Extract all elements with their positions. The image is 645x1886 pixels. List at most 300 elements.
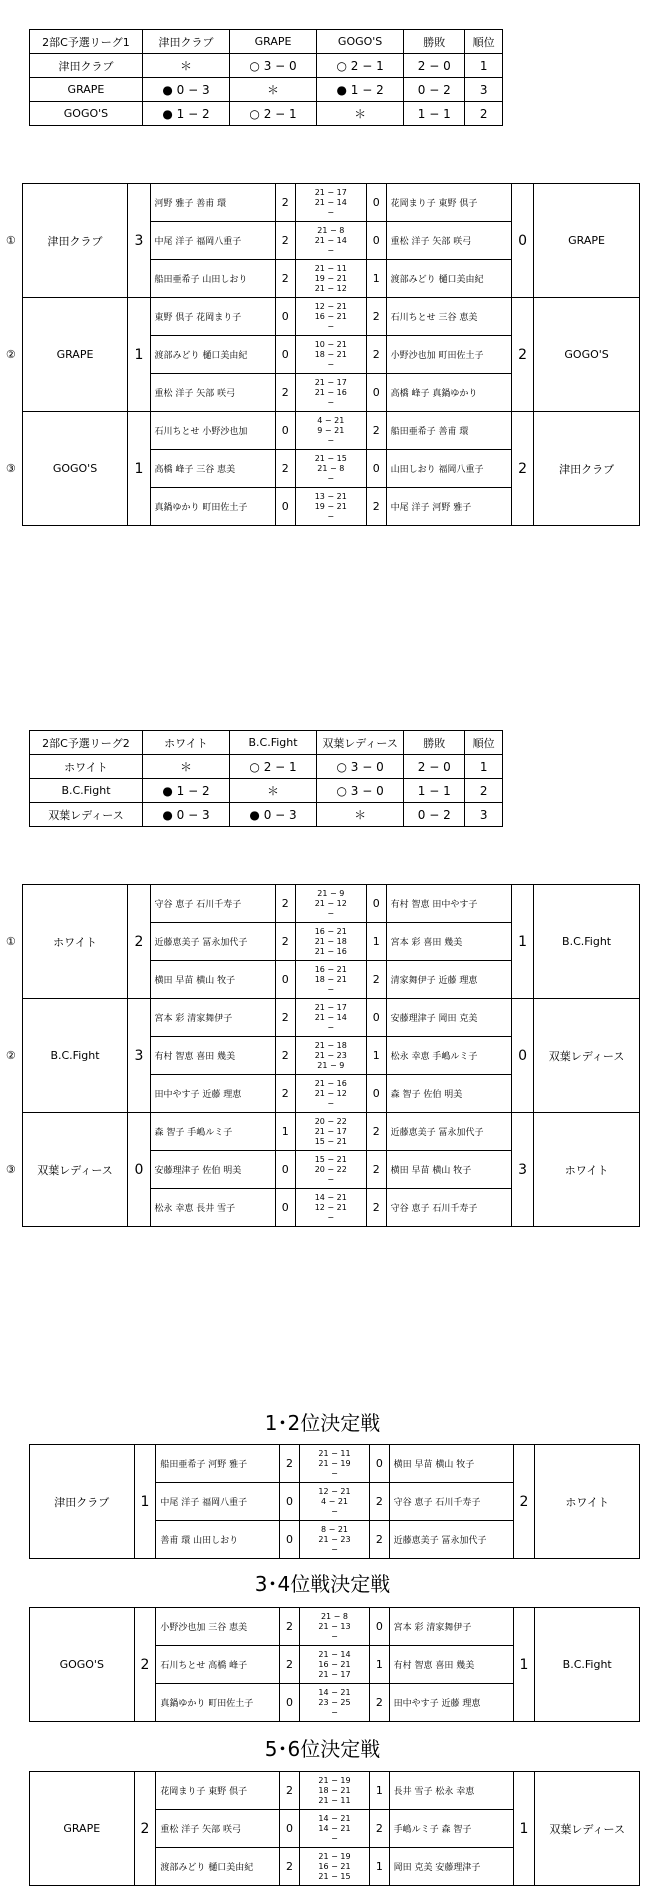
games-left: 2	[280, 1445, 299, 1483]
set-score: 21 − 23	[314, 1050, 347, 1060]
pair-left: 重松 洋子 矢部 咲弓	[150, 374, 275, 412]
games-right: 2	[366, 336, 386, 374]
team-left-name: GOGO'S	[30, 1608, 135, 1722]
set-score: 23 − 25	[318, 1697, 351, 1707]
games-left: 2	[275, 1037, 295, 1075]
pair-right: 渡部みどり 樋口美由紀	[386, 260, 511, 298]
set-scores	[295, 1151, 366, 1189]
games-right: 2	[366, 961, 386, 999]
set-scores	[295, 374, 366, 412]
set-score: −	[327, 1098, 335, 1108]
team-right-wins: 0	[512, 184, 534, 298]
set-scores	[295, 885, 366, 923]
pair-left: 東野 倶子 花岡まり子	[150, 298, 275, 336]
standings-team-name: GOGO'S	[30, 102, 143, 126]
games-right: 1	[366, 1037, 386, 1075]
set-score: 13 − 21	[314, 491, 347, 501]
pair-left: 田中やす子 近藤 理恵	[150, 1075, 275, 1113]
team-right-name: B.C.Fight	[535, 1608, 640, 1722]
team-left-name: B.C.Fight	[22, 999, 128, 1113]
games-right: 0	[366, 184, 386, 222]
standings-cell: ○ 3 − 0	[230, 54, 317, 78]
pair-left: 有村 智恵 喜田 幾美	[150, 1037, 275, 1075]
games-right: 0	[366, 885, 386, 923]
games-right: 2	[366, 488, 386, 526]
games-right: 2	[366, 298, 386, 336]
standings-col-header: 勝敗	[404, 731, 465, 755]
set-score: 21 − 14	[314, 235, 347, 245]
team-left-wins: 1	[128, 298, 150, 412]
pair-right: 岡田 克美 安藤理津子	[389, 1848, 513, 1886]
set-score: −	[327, 511, 335, 521]
standings-col-header: GOGO'S	[317, 30, 404, 54]
team-left-name: 津田クラブ	[30, 1445, 135, 1559]
games-left: 0	[275, 1151, 295, 1189]
team-right-wins: 2	[512, 298, 534, 412]
games-right: 0	[366, 450, 386, 488]
set-score: 16 − 21	[314, 311, 347, 321]
games-left: 2	[275, 222, 295, 260]
games-right: 2	[370, 1521, 389, 1559]
team-left-name: GOGO'S	[22, 412, 128, 526]
set-score: 14 − 21	[318, 1823, 351, 1833]
standings-cell: 2 − 0	[404, 755, 465, 779]
set-score: 21 − 17	[314, 1126, 347, 1136]
standings-cell: ● 1 − 2	[317, 78, 404, 102]
games-left: 2	[275, 450, 295, 488]
games-left: 0	[275, 412, 295, 450]
pair-left: 守谷 恵子 石川千寿子	[150, 885, 275, 923]
set-scores	[295, 999, 366, 1037]
pair-left: 渡部みどり 樋口美由紀	[156, 1848, 280, 1886]
team-right-wins: 3	[512, 1113, 534, 1227]
set-score: 21 − 14	[314, 1012, 347, 1022]
pair-right: 森 智子 佐伯 明美	[386, 1075, 511, 1113]
match-game-row	[30, 1772, 640, 1810]
set-score: −	[327, 908, 335, 918]
games-left: 2	[275, 923, 295, 961]
standings-col-header: 順位	[465, 30, 503, 54]
pair-left: 船田亜希子 河野 雅子	[156, 1445, 280, 1483]
match-number: ①	[0, 885, 22, 999]
set-score: 21 − 9	[317, 1060, 345, 1070]
games-left: 0	[280, 1684, 299, 1722]
team-right-name: 双葉レディース	[534, 999, 640, 1113]
standings-cell: ○ 2 − 1	[230, 102, 317, 126]
standings-col-header: 津田クラブ	[142, 30, 229, 54]
games-right: 2	[370, 1810, 389, 1848]
set-score: 21 − 8	[317, 463, 345, 473]
pair-right: 横田 早苗 横山 牧子	[386, 1151, 511, 1189]
games-right: 1	[370, 1848, 389, 1886]
pair-right: 守谷 恵子 石川千寿子	[386, 1189, 511, 1227]
team-right-name: 双葉レディース	[535, 1772, 640, 1886]
final56-heading: 5･6位決定戦	[264, 1737, 381, 1761]
games-left: 0	[280, 1521, 299, 1559]
standings-cell: 1 − 1	[404, 779, 465, 803]
games-left: 2	[275, 999, 295, 1037]
set-score: 21 − 11	[314, 263, 347, 273]
match-game-row	[30, 1608, 640, 1646]
standings-col-header: B.C.Fight	[230, 731, 317, 755]
set-scores	[295, 1075, 366, 1113]
set-score: 16 − 21	[318, 1659, 351, 1669]
games-right: 2	[370, 1684, 389, 1722]
pair-left: 小野沙也加 三谷 恵美	[156, 1608, 280, 1646]
set-score: 19 − 21	[314, 501, 347, 511]
set-score: 14 − 21	[314, 1192, 347, 1202]
pair-right: 石川ちとせ 三谷 恵美	[386, 298, 511, 336]
games-right: 0	[370, 1445, 389, 1483]
pair-left: 石川ちとせ 高橋 峰子	[156, 1646, 280, 1684]
set-scores	[295, 184, 366, 222]
set-scores	[295, 336, 366, 374]
standings-row	[30, 102, 503, 126]
set-score: −	[331, 1631, 338, 1641]
team-left-wins: 3	[128, 184, 150, 298]
set-score: 8 − 21	[320, 1524, 348, 1534]
pair-right: 宮本 彩 清家舞伊子	[389, 1608, 513, 1646]
pair-left: 重松 洋子 矢部 咲弓	[156, 1810, 280, 1848]
pair-right: 横田 早苗 横山 牧子	[389, 1445, 513, 1483]
set-score: 21 − 17	[318, 1669, 351, 1679]
set-scores	[299, 1483, 369, 1521]
set-scores	[295, 961, 366, 999]
pair-left: 渡部みどり 樋口美由紀	[150, 336, 275, 374]
match-number: ③	[0, 412, 22, 526]
games-left: 2	[275, 260, 295, 298]
set-score: 21 − 16	[314, 387, 347, 397]
set-score: 4 − 21	[320, 1496, 348, 1506]
set-score: 21 − 19	[318, 1851, 351, 1861]
standings-cell: 0 − 2	[404, 78, 465, 102]
set-score: 14 − 21	[318, 1813, 351, 1823]
set-score: −	[327, 321, 335, 331]
team-left-wins: 1	[134, 1445, 156, 1559]
standings-cell: 3	[465, 78, 503, 102]
set-score: 21 − 11	[318, 1448, 351, 1458]
pair-left: 石川ちとせ 小野沙也加	[150, 412, 275, 450]
games-right: 0	[370, 1608, 389, 1646]
final34-match-table	[29, 1607, 640, 1722]
games-left: 2	[280, 1772, 299, 1810]
set-score: 21 − 19	[318, 1458, 351, 1468]
set-score: −	[327, 473, 335, 483]
set-score: 21 − 12	[314, 898, 347, 908]
set-score: 21 − 18	[314, 1040, 347, 1050]
league1-match-table	[0, 183, 640, 526]
team-right-wins: 1	[512, 885, 534, 999]
pair-right: 船田亜希子 善甫 環	[386, 412, 511, 450]
match-game-row	[0, 1113, 640, 1151]
standings-cell: ＊	[317, 102, 404, 126]
team-left-wins: 0	[128, 1113, 150, 1227]
pair-left: 安藤理津子 佐伯 明美	[150, 1151, 275, 1189]
games-left: 2	[280, 1646, 299, 1684]
games-left: 2	[275, 1075, 295, 1113]
set-score: −	[331, 1833, 338, 1843]
standings-cell: 1	[465, 54, 503, 78]
set-score: 21 − 12	[314, 283, 347, 293]
final56-match-table	[29, 1771, 640, 1886]
games-right: 1	[370, 1646, 389, 1684]
standings-cell: ● 0 − 3	[142, 78, 229, 102]
games-right: 2	[366, 1189, 386, 1227]
standings-col-header: GRAPE	[230, 30, 317, 54]
team-right-name: ホワイト	[535, 1445, 640, 1559]
match-game-row	[0, 184, 640, 222]
standings-row	[30, 755, 503, 779]
standings-cell: ＊	[230, 78, 317, 102]
set-score: 18 − 21	[318, 1785, 351, 1795]
set-score: −	[327, 245, 335, 255]
final12-match-table	[29, 1444, 640, 1559]
standings-team-name: GRAPE	[30, 78, 143, 102]
pair-right: 安藤理津子 岡田 克美	[386, 999, 511, 1037]
set-score: −	[331, 1544, 338, 1554]
team-right-wins: 2	[513, 1445, 535, 1559]
team-right-wins: 0	[512, 999, 534, 1113]
standings-cell: ○ 2 − 1	[317, 54, 404, 78]
set-scores	[295, 1037, 366, 1075]
games-right: 2	[366, 1151, 386, 1189]
set-score: 21 − 19	[318, 1775, 351, 1785]
standings-cell: ● 0 − 3	[230, 803, 317, 827]
match-number: ②	[0, 298, 22, 412]
games-right: 2	[370, 1483, 389, 1521]
set-score: 9 − 21	[317, 425, 345, 435]
set-score: 21 − 17	[314, 187, 347, 197]
standings-cell: 2 − 0	[404, 54, 465, 78]
standings-cell: ＊	[230, 779, 317, 803]
team-right-name: ホワイト	[534, 1113, 640, 1227]
match-game-row	[30, 1445, 640, 1483]
games-right: 1	[370, 1772, 389, 1810]
games-left: 0	[275, 488, 295, 526]
set-score: 21 − 13	[318, 1621, 351, 1631]
set-score: 15 − 21	[314, 1136, 347, 1146]
league2-standings-table	[29, 730, 503, 827]
set-score: 4 − 21	[317, 415, 345, 425]
set-scores	[299, 1810, 369, 1848]
standings-header-row	[30, 731, 503, 755]
pair-right: 有村 智恵 田中やす子	[386, 885, 511, 923]
final12-heading: 1･2位決定戦	[264, 1411, 381, 1435]
standings-cell: ＊	[142, 54, 229, 78]
pair-right: 有村 智恵 喜田 幾美	[389, 1646, 513, 1684]
standings-cell: ○ 3 − 0	[317, 779, 404, 803]
standings-cell: 1 − 1	[404, 102, 465, 126]
set-score: −	[331, 1506, 338, 1516]
set-scores	[299, 1772, 369, 1810]
pair-left: 中尾 洋子 福岡八重子	[150, 222, 275, 260]
set-score: −	[331, 1468, 338, 1478]
games-right: 2	[366, 1113, 386, 1151]
set-score: 21 − 14	[318, 1649, 351, 1659]
team-left-name: 双葉レディース	[22, 1113, 128, 1227]
pair-left: 真鍋ゆかり 町田佐土子	[150, 488, 275, 526]
set-score: −	[327, 359, 335, 369]
set-scores	[299, 1521, 369, 1559]
team-left-name: 津田クラブ	[22, 184, 128, 298]
set-score: 21 − 23	[318, 1534, 351, 1544]
standings-cell: 1	[465, 755, 503, 779]
set-score: −	[327, 435, 335, 445]
set-score: 20 − 22	[314, 1116, 347, 1126]
pair-left: 真鍋ゆかり 町田佐土子	[156, 1684, 280, 1722]
pair-left: 善甫 環 山田しおり	[156, 1521, 280, 1559]
team-left-wins: 1	[128, 412, 150, 526]
set-score: 12 − 21	[318, 1486, 351, 1496]
team-left-wins: 2	[134, 1772, 156, 1886]
pair-left: 船田亜希子 山田しおり	[150, 260, 275, 298]
set-scores	[295, 260, 366, 298]
set-score: 12 − 21	[314, 301, 347, 311]
set-score: 12 − 21	[314, 1202, 347, 1212]
standings-cell: 3	[465, 803, 503, 827]
team-left-name: ホワイト	[22, 885, 128, 999]
pair-left: 中尾 洋子 福岡八重子	[156, 1483, 280, 1521]
set-score: 16 − 21	[314, 964, 347, 974]
pair-left: 河野 雅子 善甫 環	[150, 184, 275, 222]
league2-match-table	[0, 884, 640, 1227]
set-score: 16 − 21	[318, 1861, 351, 1871]
games-left: 0	[275, 336, 295, 374]
standings-cell: ○ 3 − 0	[317, 755, 404, 779]
set-score: 21 − 16	[314, 946, 347, 956]
set-scores	[295, 222, 366, 260]
team-left-wins: 2	[134, 1608, 156, 1722]
pair-left: 横田 早苗 横山 牧子	[150, 961, 275, 999]
standings-corner-cell: 2部C予選リーグ2	[30, 731, 143, 755]
set-score: −	[331, 1707, 338, 1717]
set-score: 21 − 16	[314, 1078, 347, 1088]
pair-left: 花岡まり子 東野 倶子	[156, 1772, 280, 1810]
pair-right: 花岡まり子 東野 倶子	[386, 184, 511, 222]
standings-corner-cell: 2部C予選リーグ1	[30, 30, 143, 54]
set-scores	[295, 488, 366, 526]
set-scores	[295, 298, 366, 336]
set-score: 21 − 11	[318, 1795, 351, 1805]
set-scores	[295, 1113, 366, 1151]
match-number: ②	[0, 999, 22, 1113]
pair-left: 宮本 彩 清家舞伊子	[150, 999, 275, 1037]
standings-team-name: 双葉レディース	[30, 803, 143, 827]
standings-row	[30, 779, 503, 803]
games-right: 0	[366, 1075, 386, 1113]
team-right-wins: 1	[513, 1772, 535, 1886]
games-left: 0	[275, 298, 295, 336]
pair-right: 中尾 洋子 河野 雅子	[386, 488, 511, 526]
set-score: 21 − 8	[317, 225, 345, 235]
pair-right: 近藤恵美子 冨永加代子	[389, 1521, 513, 1559]
team-left-name: GRAPE	[30, 1772, 135, 1886]
games-left: 2	[280, 1848, 299, 1886]
team-right-name: B.C.Fight	[534, 885, 640, 999]
set-scores	[295, 1189, 366, 1227]
final34-heading: 3･4位戦決定戦	[254, 1572, 391, 1596]
pair-left: 近藤恵美子 冨永加代子	[150, 923, 275, 961]
games-left: 2	[275, 885, 295, 923]
standings-cell: ● 1 − 2	[142, 779, 229, 803]
pair-right: 小野沙也加 町田佐土子	[386, 336, 511, 374]
games-right: 1	[366, 923, 386, 961]
set-score: 21 − 9	[317, 888, 345, 898]
pair-right: 手嶋ルミ子 森 智子	[389, 1810, 513, 1848]
games-right: 0	[366, 999, 386, 1037]
set-score: 21 − 8	[320, 1611, 348, 1621]
set-score: 21 − 17	[314, 1002, 347, 1012]
team-right-wins: 2	[512, 412, 534, 526]
games-right: 1	[366, 260, 386, 298]
set-scores	[299, 1646, 369, 1684]
team-left-name: GRAPE	[22, 298, 128, 412]
set-score: 10 − 21	[314, 339, 347, 349]
standings-row	[30, 78, 503, 102]
match-game-row	[0, 412, 640, 450]
games-left: 2	[275, 374, 295, 412]
standings-col-header: ホワイト	[142, 731, 229, 755]
set-score: 15 − 21	[314, 1154, 347, 1164]
set-scores	[299, 1445, 369, 1483]
set-score: 14 − 21	[318, 1687, 351, 1697]
set-score: 21 − 15	[318, 1871, 351, 1881]
standings-cell: ○ 2 − 1	[230, 755, 317, 779]
match-number: ①	[0, 184, 22, 298]
team-right-name: GRAPE	[534, 184, 640, 298]
standings-cell: ● 0 − 3	[142, 803, 229, 827]
standings-row	[30, 54, 503, 78]
team-left-wins: 3	[128, 999, 150, 1113]
set-score: 18 − 21	[314, 349, 347, 359]
standings-col-header: 勝敗	[404, 30, 465, 54]
set-score: −	[327, 397, 335, 407]
standings-cell: 2	[465, 779, 503, 803]
league1-standings-table	[29, 29, 503, 126]
standings-cell: ● 1 − 2	[142, 102, 229, 126]
set-score: 21 − 18	[314, 936, 347, 946]
standings-col-header: 順位	[465, 731, 503, 755]
set-scores	[295, 450, 366, 488]
pair-right: 清家舞伊子 近藤 理恵	[386, 961, 511, 999]
set-score: −	[327, 1212, 335, 1222]
pair-right: 田中やす子 近藤 理恵	[389, 1684, 513, 1722]
games-left: 0	[275, 961, 295, 999]
standings-cell: ＊	[142, 755, 229, 779]
pair-right: 山田しおり 福岡八重子	[386, 450, 511, 488]
set-score: 18 − 21	[314, 974, 347, 984]
games-left: 2	[275, 184, 295, 222]
standings-cell: 0 − 2	[404, 803, 465, 827]
match-game-row	[0, 298, 640, 336]
set-scores	[299, 1684, 369, 1722]
set-score: 21 − 14	[314, 197, 347, 207]
set-scores	[299, 1608, 369, 1646]
pair-right: 守谷 恵子 石川千寿子	[389, 1483, 513, 1521]
games-right: 0	[366, 222, 386, 260]
team-right-name: 津田クラブ	[534, 412, 640, 526]
team-right-name: GOGO'S	[534, 298, 640, 412]
pair-right: 松永 幸恵 手嶋ルミ子	[386, 1037, 511, 1075]
match-game-row	[0, 999, 640, 1037]
pair-right: 重松 洋子 矢部 咲弓	[386, 222, 511, 260]
games-left: 2	[280, 1608, 299, 1646]
set-score: −	[327, 1174, 335, 1184]
pair-left: 松永 幸恵 長井 雪子	[150, 1189, 275, 1227]
standings-team-name: ホワイト	[30, 755, 143, 779]
games-right: 0	[366, 374, 386, 412]
standings-header-row	[30, 30, 503, 54]
